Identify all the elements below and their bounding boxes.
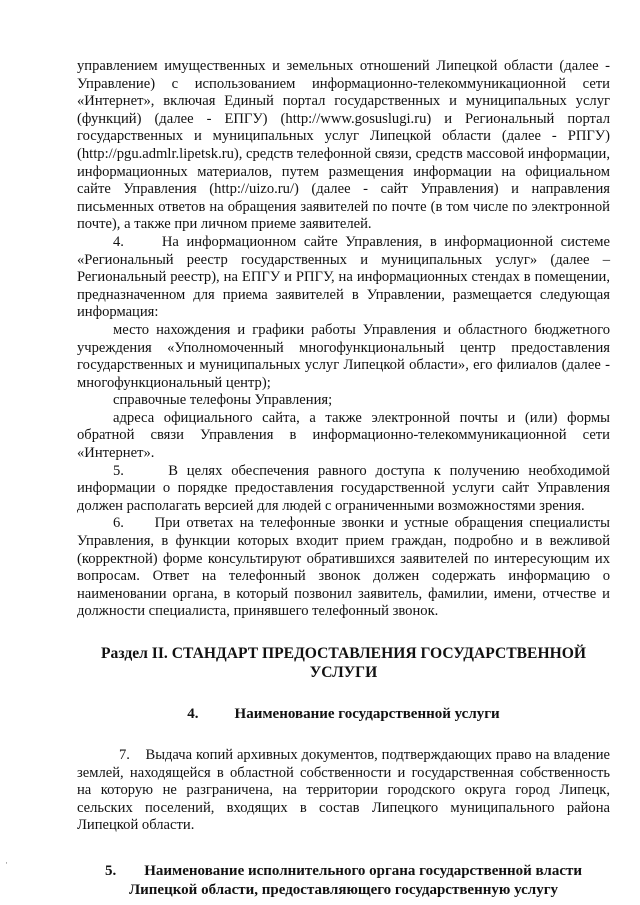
- heading-5-text: Наименование исполнительного органа государственной власти Липецкой области, предоставляющего государственную услугу: [128, 862, 583, 898]
- heading-4: [77, 705, 610, 724]
- list-item-phones: справочные телефоны Управления;: [113, 392, 333, 409]
- heading-4-number: 4.: [187, 706, 199, 722]
- heading-4-text: Наименование государственной услуги: [234, 706, 500, 722]
- section-title: Раздел II. СТАНДАРТ ПРЕДОСТАВЛЕНИЯ ГОСУДАРСТВЕННОЙ УСЛУГИ: [101, 645, 586, 681]
- heading-5-number: 5.: [104, 862, 117, 879]
- heading-5: [77, 862, 610, 900]
- margin-mark: ·: [5, 858, 8, 868]
- paragraph-4: 4. На информационном сайте Управления, в информационной системе «Региональный реестр государственных и муниципальных услуг» (далее – Региональный реестр), на ЕПГУ и РПГУ, на информационных стендах в помещении, предназначенном для приема заявителей в Управлении, размещается следующая информация:: [77, 233, 610, 321]
- paragraph-6: 6. При ответах на телефонные звонки и устные обращения специалисты Управления, в функции которых входит прием граждан, подробно и в вежливой (корректной) форме консультируют обратившихся заявителей по интересующим их вопросам. Ответ на телефонный звонок должен содержать информацию о наименовании органа, в который позвонил заявитель, фамилии, имени, отчестве и должности специалиста, принявшего телефонный звонок.: [77, 515, 610, 620]
- document-page: [77, 58, 610, 900]
- paragraph-7: 7. Выдача копий архивных документов, подтверждающих право на владение землей, находящейся в областной собственности и государственная собственность на которую не разграничена, на территории городского округа город Липецк, сельских поселений, входящих в состав Липецкого муниципального района Липецкой области.: [77, 747, 610, 834]
- paragraph-continuation: управлением имущественных и земельных отношений Липецкой области (далее - Управление) с использованием информационно-телекоммуникационной сети «Интернет», включая Единый портал государственных и муниципальных услуг (функций) (далее - ЕПГУ) (http://www.gosuslugi.ru) и Региональный портал государственных и муниципальных услуг Липецкой области (далее - РПГУ) (http://pgu.admlr.lipetsk.ru), средств телефонной связи, средств массовой информации, информационных материалов, путем размещения информации на официальном сайте Управления (http://uizo.ru/) (далее - сайт Управления) и направления письменных ответов на обращения заявителей по почте (в том числе по электронной почте), а также при личном приеме заявителей.: [77, 58, 611, 233]
- paragraph-5: 5. В целях обеспечения равного доступа к получению необходимой информации о порядке предоставления государственной услуги сайт Управления должен располагать версией для людей с ограниченными возможностями зрения.: [77, 462, 610, 514]
- list-item-location: место нахождения и графики работы Управления и областного бюджетного учреждения «Уполномоченный многофункциональный центр предоставления государственных и муниципальных услуг Липецкой области», его филиалов (далее - многофункциональный центр);: [77, 321, 610, 391]
- list-item-addresses: адреса официального сайта, а также электронной почты и (или) формы обратной связи Управления в информационно-телекоммуникационной сети «Интернет».: [77, 409, 610, 462]
